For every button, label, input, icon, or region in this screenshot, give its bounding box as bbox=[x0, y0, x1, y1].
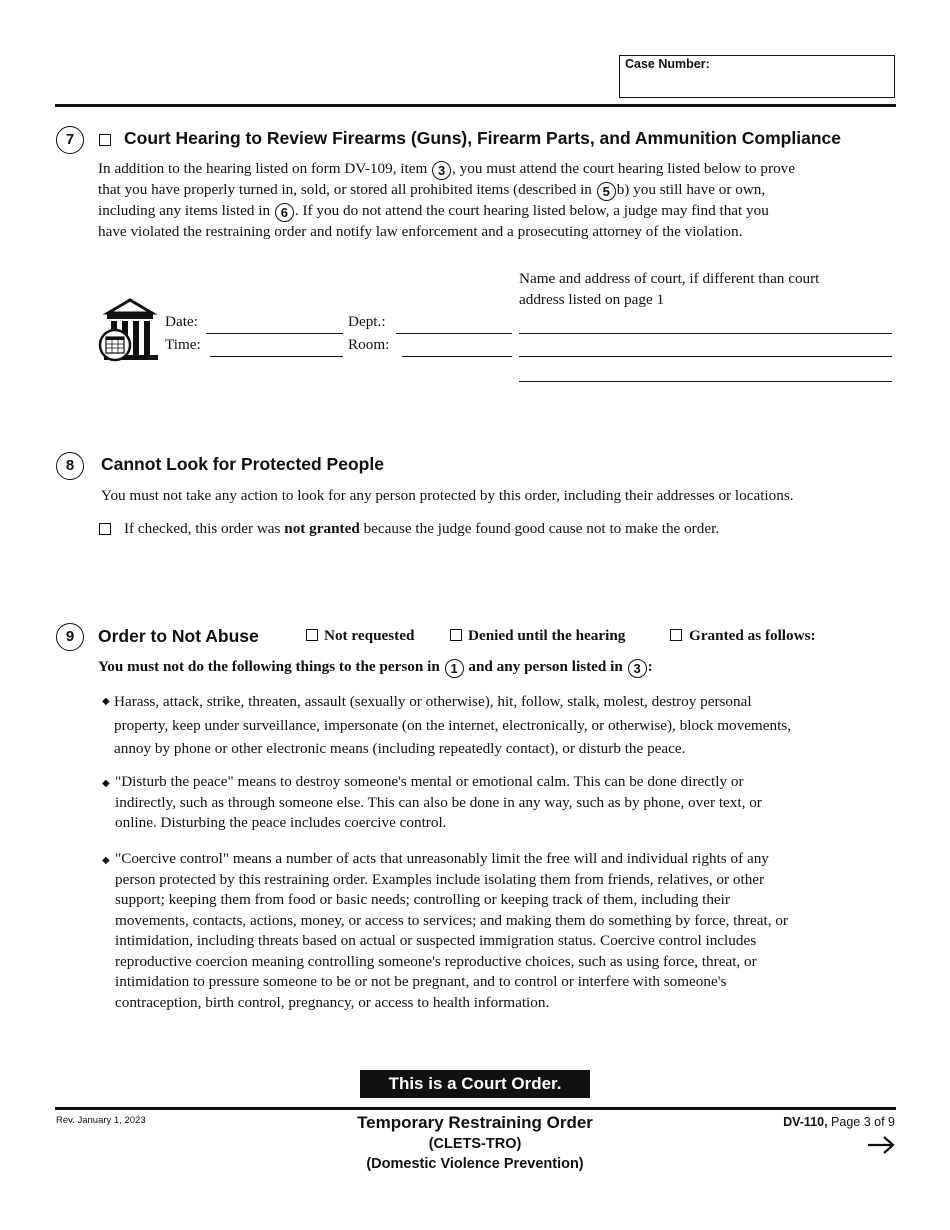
section-8-check-text: If checked, this order was not granted because the judge found good cause not to make the order. bbox=[124, 520, 720, 537]
form-subtitle-2: (Domestic Violence Prevention) bbox=[366, 1156, 584, 1172]
court-address-line-2[interactable] bbox=[519, 356, 892, 357]
section-7-checkbox[interactable] bbox=[99, 134, 111, 146]
case-number-box[interactable] bbox=[619, 55, 895, 98]
bullet-icon: ◆ bbox=[102, 855, 110, 866]
item-ref-6: 6 bbox=[275, 203, 294, 222]
section-7-number: 7 bbox=[56, 126, 84, 154]
case-number-label: Case Number: bbox=[625, 57, 710, 71]
right-arrow-icon bbox=[866, 1135, 896, 1155]
form-page-info: DV-110, Page 3 of 9 bbox=[783, 1115, 895, 1129]
court-order-banner: This is a Court Order. bbox=[360, 1070, 590, 1098]
item-ref-3: 3 bbox=[628, 659, 647, 678]
section-8-not-granted-checkbox[interactable] bbox=[99, 523, 111, 535]
courthouse-calendar-icon bbox=[96, 297, 162, 365]
date-label: Date: bbox=[165, 313, 198, 330]
section-8-text: You must not take any action to look for any person protected by this order, including their addresses or locations. bbox=[101, 487, 794, 504]
section-9-intro: You must not do the following things to the person in 1 and any person listed in 3 : bbox=[98, 658, 653, 676]
section-7-title: Court Hearing to Review Firearms (Guns), Firearm Parts, and Ammunition Compliance bbox=[124, 128, 841, 148]
date-field[interactable] bbox=[206, 333, 343, 334]
bullet-2: "Disturb the peace" means to destroy someone's mental or emotional calm. This can be done directly or indirectly, such as through someone else. This can also be done in any way, such as by phone, over text, or online. Disturbing the peace includes coercive control. bbox=[115, 773, 762, 831]
footer-rule bbox=[55, 1107, 896, 1110]
revision-date: Rev. January 1, 2023 bbox=[56, 1115, 146, 1126]
section-9-number: 9 bbox=[56, 623, 84, 651]
granted-checkbox[interactable] bbox=[670, 629, 682, 641]
court-address-line-3[interactable] bbox=[519, 381, 892, 382]
room-label: Room: bbox=[348, 336, 390, 353]
room-field[interactable] bbox=[402, 356, 512, 357]
granted-label: Granted as follows: bbox=[689, 627, 816, 644]
item-ref-3: 3 bbox=[432, 161, 451, 180]
not-requested-label: Not requested bbox=[324, 627, 415, 644]
item-ref-1: 1 bbox=[445, 659, 464, 678]
dept-label: Dept.: bbox=[348, 313, 386, 330]
section-8-number: 8 bbox=[56, 452, 84, 480]
bullet-icon: ◆ bbox=[102, 778, 110, 789]
item-ref-5: 5 bbox=[597, 182, 616, 201]
form-subtitle-1: (CLETS-TRO) bbox=[428, 1136, 522, 1152]
court-address-line-1[interactable] bbox=[519, 333, 892, 334]
bullet-icon: ◆ bbox=[102, 696, 110, 707]
form-title: Temporary Restraining Order bbox=[357, 1113, 593, 1132]
section-9-title: Order to Not Abuse bbox=[98, 626, 259, 646]
denied-checkbox[interactable] bbox=[450, 629, 462, 641]
time-field[interactable] bbox=[210, 356, 343, 357]
denied-label: Denied until the hearing bbox=[468, 627, 626, 644]
court-address-label: Name and address of court, if different than court address listed on page 1 bbox=[519, 270, 820, 308]
header-rule bbox=[55, 104, 896, 107]
not-requested-checkbox[interactable] bbox=[306, 629, 318, 641]
time-label: Time: bbox=[165, 336, 201, 353]
section-8-title: Cannot Look for Protected People bbox=[101, 454, 384, 474]
section-7-text: In addition to the hearing listed on form DV-109, item 3 , you must attend the court hearing listed below to prove that you have properly turned in, sold, or stored all prohibited items (described in 5 b) you still have or own, including any items listed in 6 . If you do not attend the court hearing listed below, a judge may find that you have violated the restraining order and notify law enforcement and a prosecuting attorney of the violation. bbox=[98, 160, 795, 240]
bullet-1: Harass, attack, strike, threaten, assault (sexually or otherwise), hit, follow, stalk, molest, destroy personal property, keep under surveillance, impersonate (on the internet, electronically, or otherwise), block movements, annoy by phone or other electronic means (including repeatedly contact), or disturb the peace. bbox=[114, 693, 792, 757]
dept-field[interactable] bbox=[396, 333, 512, 334]
bullet-3: "Coercive control" means a number of acts that unreasonably limit the free will and individual rights of any person protected by this restraining order. Examples include isolating them from friends, relatives, or other support; keeping them from food or basic needs; controlling or keeping track of them, including their movements, contacts, actions, money, or access to services; and making them do something by force, threat, or intimidation, including threats based on actual or suspected immigration status. Coercive control includes reproductive coercion meaning controlling someone's reproductive choices, such as using force, threat, or intimidation to pressure someone to be or not be pregnant, and to control or interfere with someone's contraception, birth control, pregnancy, or access to health information. bbox=[115, 850, 788, 1011]
